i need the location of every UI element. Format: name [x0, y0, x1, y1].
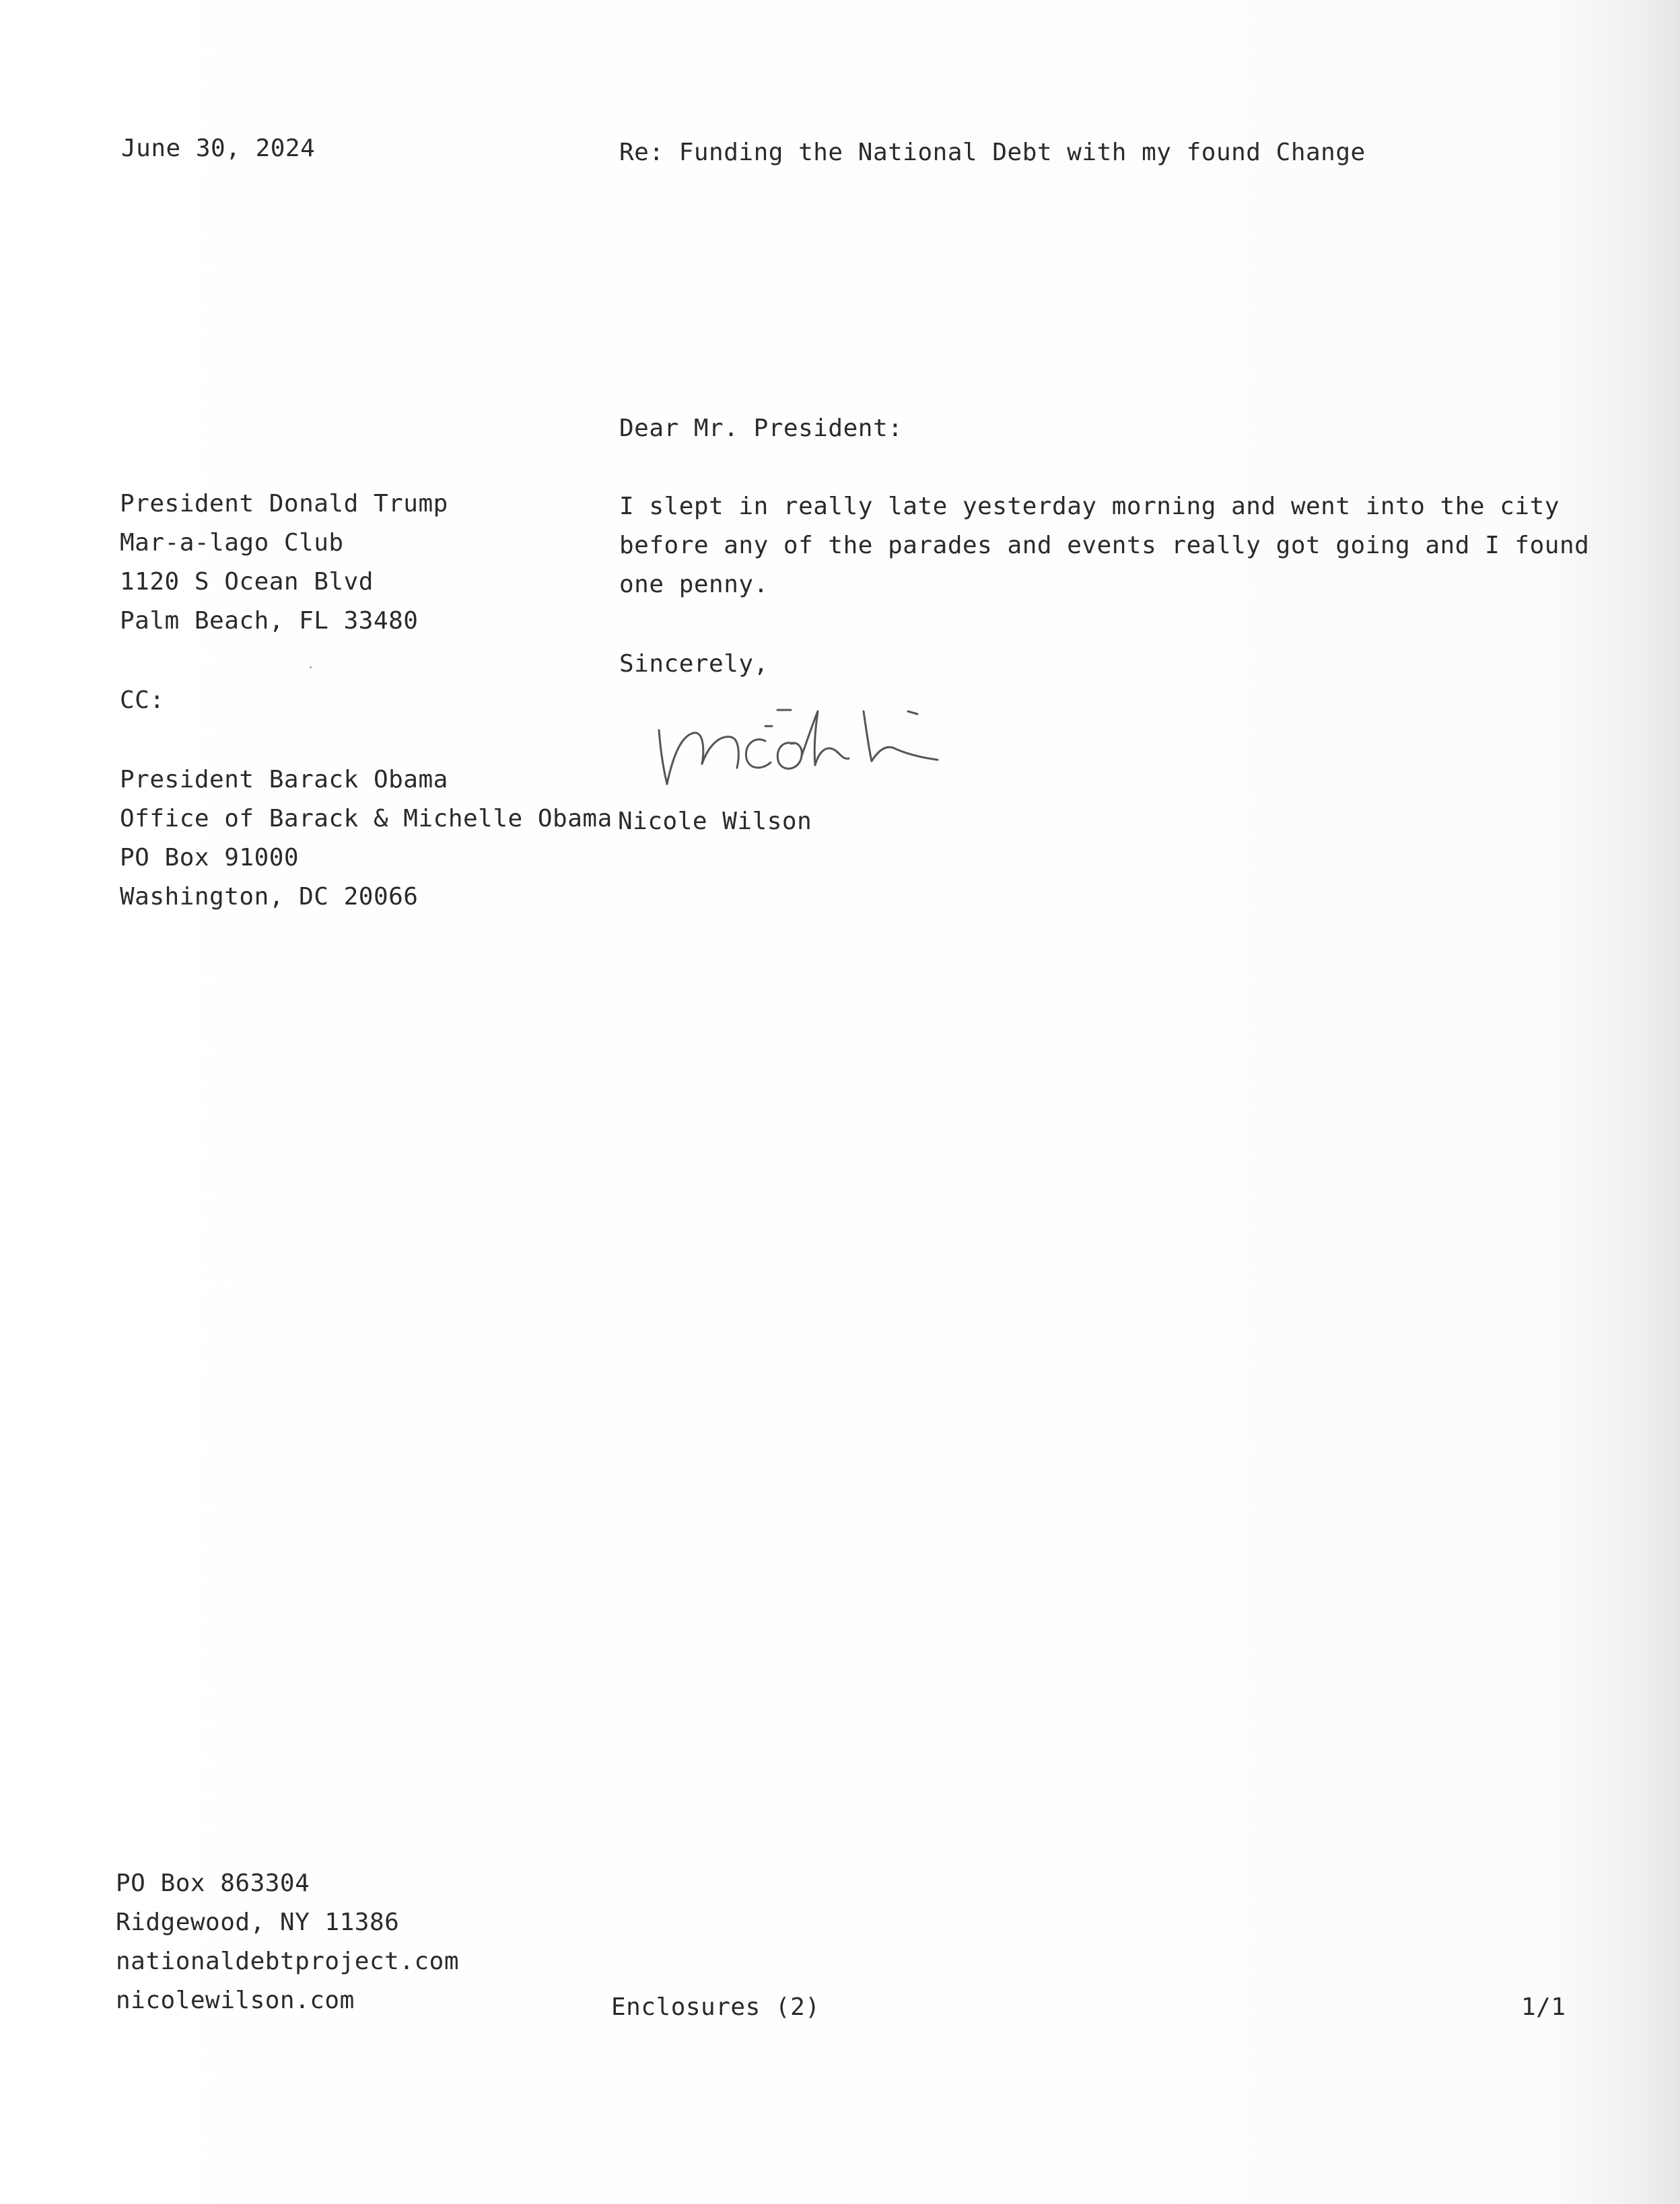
- signature-image: [650, 683, 973, 801]
- recipient-line: President Donald Trump: [120, 490, 448, 518]
- recipient-line: Mar-a-lago Club: [120, 529, 344, 557]
- salutation: Dear Mr. President:: [619, 415, 903, 442]
- cc-line: Washington, DC 20066: [120, 883, 419, 911]
- cc-address: [120, 760, 612, 917]
- recipient-line: 1120 S Ocean Blvd: [120, 568, 374, 596]
- cc-line: PO Box 91000: [120, 844, 300, 872]
- sender-contact: [116, 1864, 459, 2020]
- letter-body: [619, 487, 1589, 604]
- enclosures-note: Enclosures (2): [611, 1993, 820, 2021]
- body-line: one penny.: [619, 571, 769, 598]
- closing: Sincerely,: [619, 650, 769, 678]
- letter-date: June 30, 2024: [121, 135, 316, 162]
- body-line: I slept in really late yesterday morning and went into the city: [619, 493, 1560, 520]
- sender-line: PO Box 863304: [116, 1870, 310, 1897]
- cc-label: CC:: [120, 686, 165, 714]
- cc-line: President Barack Obama: [120, 766, 448, 793]
- sender-line: Ridgewood, NY 11386: [116, 1909, 400, 1936]
- sender-line: nationaldebtproject.com: [116, 1948, 459, 1975]
- body-line: before any of the parades and events really got going and I found: [619, 532, 1590, 559]
- recipient-address: [120, 485, 448, 641]
- letter-subject: Re: Funding the National Debt with my found Change: [619, 139, 1366, 166]
- cc-line: Office of Barack & Michelle Obama: [120, 805, 612, 832]
- sender-line: nicolewilson.com: [116, 1987, 355, 2014]
- scan-speck: [310, 666, 312, 668]
- signer-name: Nicole Wilson: [618, 808, 812, 835]
- recipient-line: Palm Beach, FL 33480: [120, 607, 419, 635]
- page-number: 1/1: [1521, 1993, 1566, 2021]
